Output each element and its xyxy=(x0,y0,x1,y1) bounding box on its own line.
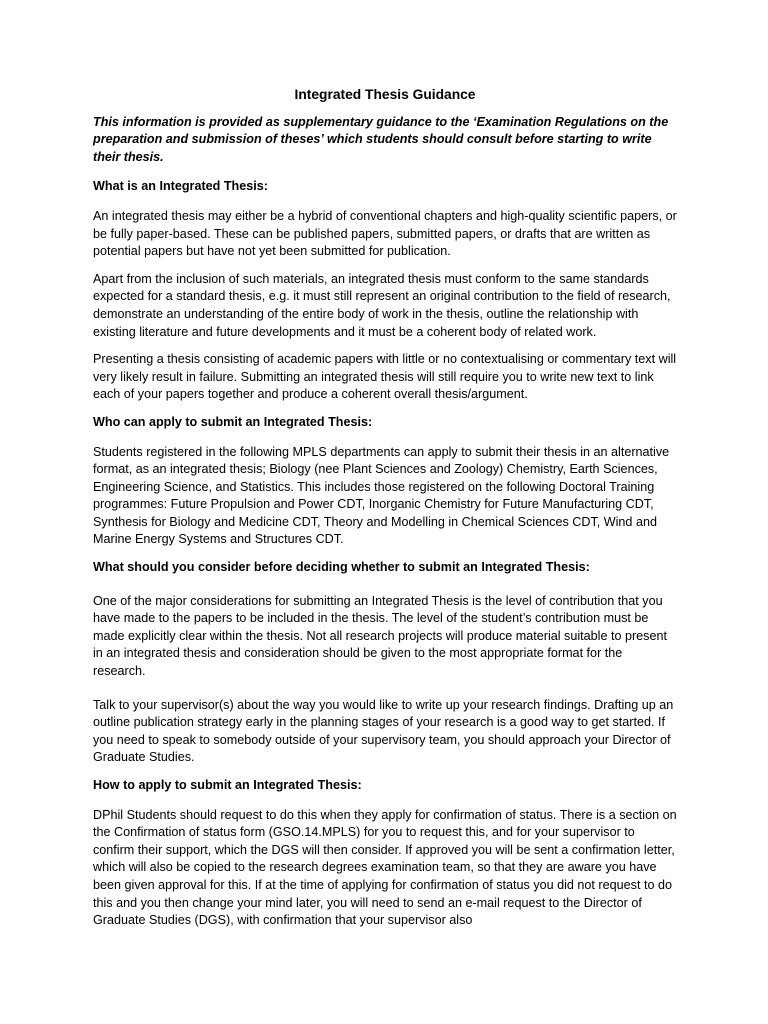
document-page xyxy=(93,86,677,940)
heading-how-to: How to apply to submit an Integrated Thesis: xyxy=(93,778,362,792)
paragraph-who-can-1: Students registered in the following MPLS departments can apply to submit their thesis in an alternative format, as an integrated thesis; Biology (nee Plant Sciences and Zoology) Chemistry, Earth Sciences, Engineering Science, and Statistics. This includes those registered on the following Doctoral Training programmes: Future Propulsion and Power CDT, Inorganic Chemistry for Future Manufacturing CDT, Synthesis for Biology and Medicine CDT, Theory and Modelling in Chemical Sciences CDT, Wind and Marine Energy Systems and Structures CDT. xyxy=(93,444,670,547)
paragraph-consider-2: Talk to your supervisor(s) about the way you would like to write up your research findings. Drafting up an outline publication strategy early in the planning stages of your research is a good way to get started. If you need to speak to somebody outside of your supervisory team, you should approach your Director of Graduate Studies. xyxy=(93,697,674,765)
heading-consider: What should you consider before deciding whether to submit an Integrated Thesis: xyxy=(93,560,590,575)
paragraph-how-to-1: DPhil Students should request to do this when they apply for confirmation of status. There is a section on the Confirmation of status form (GSO.14.MPLS) for you to request this, and for your supervisor to confirm their support, which the DGS will then consider. If approved you will be sent a confirmation letter, which will also be copied to the research degrees examination team, so that they are aware you have been given approval for this. If at the time of applying for confirmation of status you did not request to do this and you then change your mind later, you will need to send an e-mail request to the Director of Graduate Studies (DGS), with confirmation that your supervisor also xyxy=(93,807,677,928)
paragraph-what-is-3: Presenting a thesis consisting of academic papers with little or no contextualising or commentary text will very likely result in failure. Submitting an integrated thesis will still require you to write new text to link each of your papers together and produce a coherent overall thesis/argument. xyxy=(93,352,677,402)
document-title: Integrated Thesis Guidance xyxy=(294,87,476,102)
paragraph-consider-1: One of the major considerations for submitting an Integrated Thesis is the level of contribution that you have made to the papers to be included in the thesis. The level of the student’s contribution must be made explicitly clear within the thesis. Not all research projects will produce material suitable to present in an integrated thesis and consideration should be given to the most appropriate format for the research. xyxy=(93,593,667,679)
heading-who-can: Who can apply to submit an Integrated Thesis: xyxy=(93,414,373,429)
intro-paragraph: This information is provided as supplementary guidance to the ‘Examination Regulations on the preparation and submission of theses’ which students should consult before starting to write their thesis. xyxy=(93,114,669,164)
paragraph-what-is-2: Apart from the inclusion of such materials, an integrated thesis must conform to the same standards expected for a standard thesis, e.g. it must still represent an original contribution to the field of research, demonstrate an understanding of the entire body of work in the thesis, outline the relationship with existing literature and future developments and it must be a coherent body of related work. xyxy=(93,271,671,339)
paragraph-what-is-1: An integrated thesis may either be a hybrid of conventional chapters and high-quality scientific papers, or be fully paper-based. These can be published papers, submitted papers, or drafts that are written as potential papers but have not yet been submitted for publication. xyxy=(93,208,677,259)
heading-what-is: What is an Integrated Thesis: xyxy=(93,179,268,194)
